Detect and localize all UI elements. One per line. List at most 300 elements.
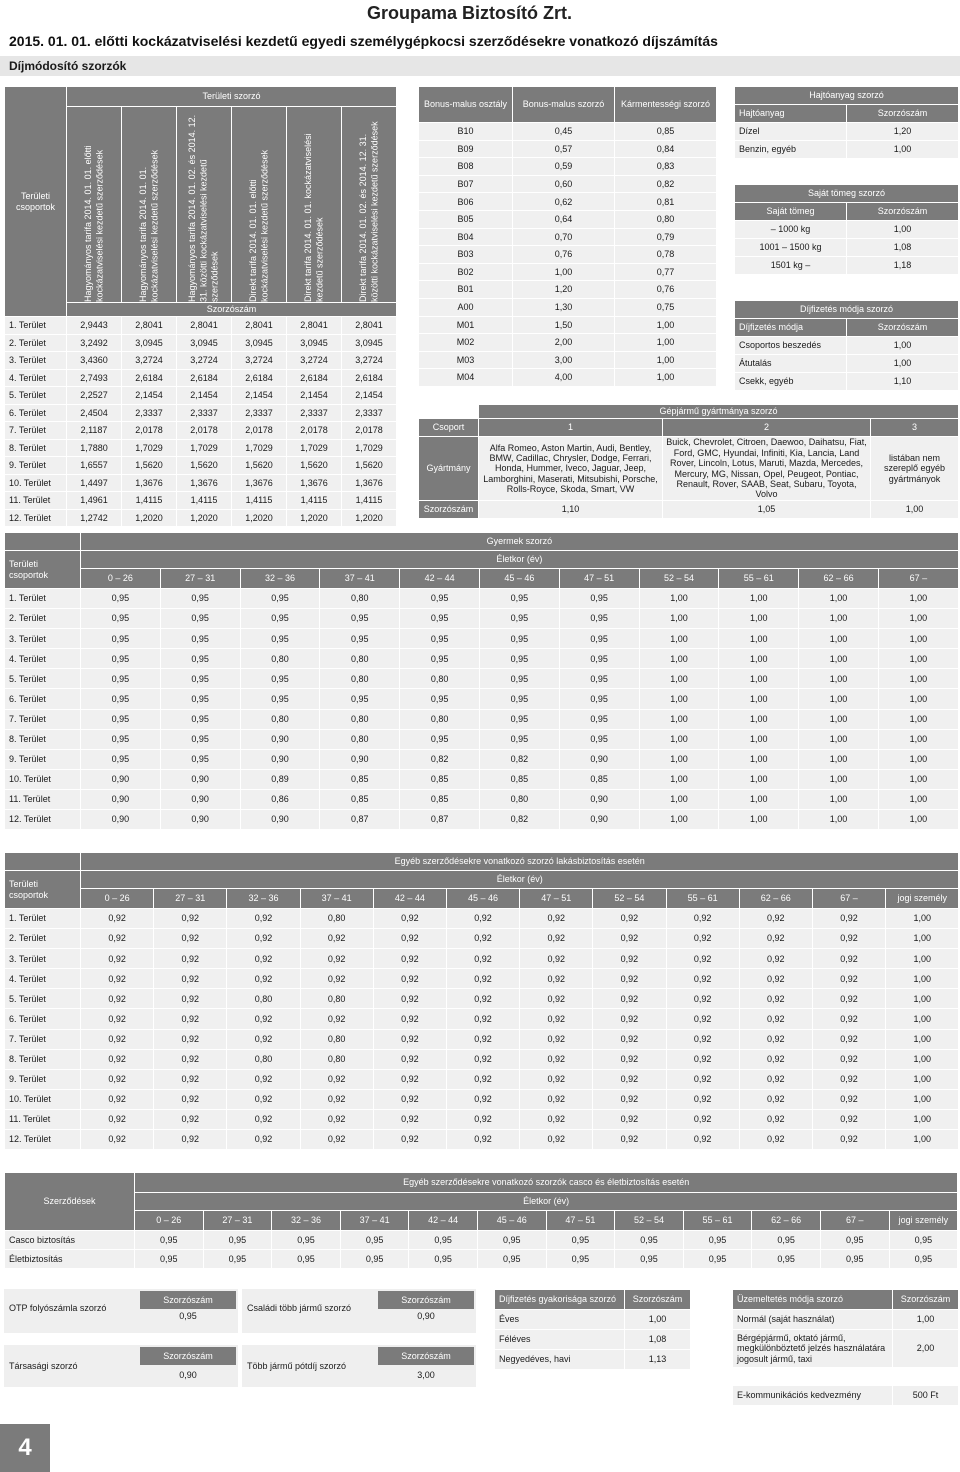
cell-value: 0,92 [593, 929, 666, 949]
cell-value: 0,95 [81, 729, 161, 749]
table-row [419, 158, 717, 176]
cell-value: 0,92 [81, 1130, 154, 1150]
cell-value: 2,1187 [67, 422, 122, 440]
cell-value: 0,95 [889, 1231, 958, 1250]
table-row [5, 609, 959, 629]
age-header: jogi személy [889, 1211, 958, 1231]
cell-value: 0,80 [320, 709, 400, 729]
cell-value: 1,00 [886, 1029, 959, 1049]
row-label: 12. Terület [5, 1130, 81, 1150]
table-row [5, 317, 397, 335]
cell-value: 0,92 [446, 1049, 519, 1069]
age-header: 32 – 36 [240, 569, 320, 589]
row-label: 1. Terület [5, 909, 81, 929]
row-label: B04 [419, 228, 513, 246]
make-value: 1,00 [871, 501, 959, 519]
cell-value: 0,92 [520, 909, 593, 929]
cell-value: 0,80 [615, 210, 717, 228]
cell-value: 1,20 [847, 123, 959, 141]
table-row [5, 334, 397, 352]
cell-value: 3,0945 [122, 334, 177, 352]
cell-value: 0,82 [479, 810, 559, 830]
cell-value: 0,92 [373, 1049, 446, 1069]
cell-value: 0,92 [812, 929, 885, 949]
table-row [5, 769, 959, 789]
cell-value: 0,95 [400, 629, 480, 649]
row-label: Bérgépjármű, oktató jármű, megkülönböztető jelzés használatára jogosult jármű, taxi [733, 1330, 893, 1368]
cell-value: 0,95 [409, 1250, 478, 1269]
table-row [735, 141, 959, 159]
cell-value: 1,00 [799, 649, 879, 669]
cell-value: 1,7029 [122, 439, 177, 457]
cell-value: 0,92 [81, 949, 154, 969]
table-row [5, 989, 959, 1009]
cell-value: 3,2492 [67, 334, 122, 352]
age-header: 55 – 61 [666, 889, 739, 909]
cell-value: 0,90 [320, 749, 400, 769]
cell-value: 0,90 [160, 769, 240, 789]
cell-value: 0,95 [135, 1231, 204, 1250]
table-row [419, 351, 717, 369]
cell-value: 0,95 [479, 649, 559, 669]
cell-value: 0,92 [593, 949, 666, 969]
cell-value: 0,92 [81, 909, 154, 929]
cell-value: 0,92 [81, 1049, 154, 1069]
cell-value: 1,00 [639, 649, 719, 669]
cell-value: 0,79 [615, 228, 717, 246]
row-label: 12. Terület [5, 509, 67, 527]
cell-value: 1,00 [615, 316, 717, 334]
child-header-corner [5, 533, 81, 551]
cell-value: 1,4115 [232, 492, 287, 510]
cell-value: 0,95 [400, 589, 480, 609]
row-label: 1. Terület [5, 317, 67, 335]
table-row [5, 509, 397, 527]
cell-value: 2,8041 [287, 317, 342, 335]
cell-value: 1,00 [886, 1049, 959, 1069]
cell-value: 2,9443 [67, 317, 122, 335]
cell-value: 0,92 [373, 949, 446, 969]
cell-value: 1,00 [719, 749, 799, 769]
cell-value: 2,3337 [287, 404, 342, 422]
usage-header: Szorzószám [893, 1290, 959, 1310]
cell-value: 1,2742 [67, 509, 122, 527]
cell-value: 3,00 [513, 351, 615, 369]
age-header: 55 – 61 [683, 1211, 752, 1231]
cell-value: 1,20 [513, 281, 615, 299]
frequency-header: Szorzószám [625, 1290, 691, 1310]
cell-value: 0,92 [227, 969, 300, 989]
age-header: jogi személy [886, 889, 959, 909]
cell-value: 1,00 [799, 629, 879, 649]
cell-value: 1,00 [639, 629, 719, 649]
cell-value: 0,95 [559, 629, 639, 649]
cell-value: 0,95 [160, 609, 240, 629]
cell-value: 1,00 [639, 729, 719, 749]
table-row [5, 909, 959, 929]
row-label: M02 [419, 334, 513, 352]
row-label: 2. Terület [5, 609, 81, 629]
row-label: 1501 kg – [735, 257, 847, 275]
make-label: Gyártmány [419, 437, 479, 501]
cell-value: 1,3676 [177, 474, 232, 492]
fuel-table [734, 86, 959, 159]
cell-value: 1,00 [799, 729, 879, 749]
cell-value: 0,92 [520, 1109, 593, 1129]
table-row [5, 789, 959, 809]
table-row [5, 810, 959, 830]
cell-value: 1,00 [799, 789, 879, 809]
cell-value: 0,85 [479, 769, 559, 789]
cell-value: 2,6184 [232, 369, 287, 387]
row-label: 8. Terület [5, 439, 67, 457]
fuel-header: Hajtóanyag [735, 105, 847, 123]
cell-value: 1,00 [799, 669, 879, 689]
cell-value: 1,7029 [287, 439, 342, 457]
cell-value: 1,00 [615, 369, 717, 387]
cell-value: 1,00 [615, 334, 717, 352]
cell-value: 1,2020 [177, 509, 232, 527]
table-row [419, 316, 717, 334]
cell-value: 0,92 [739, 1089, 812, 1109]
cell-value: 0,92 [373, 1130, 446, 1150]
cell-value: 0,92 [81, 969, 154, 989]
table-row [5, 369, 397, 387]
cell-value: 0,95 [546, 1250, 615, 1269]
table-row [5, 929, 959, 949]
cell-value: 3,0945 [232, 334, 287, 352]
cell-value: 0,92 [373, 909, 446, 929]
cell-value: 3,4360 [67, 352, 122, 370]
cell-value: 1,00 [639, 810, 719, 830]
cell-value: 0,92 [154, 1130, 227, 1150]
cell-value: 1,00 [893, 1310, 959, 1330]
cell-value: 0,92 [739, 989, 812, 1009]
row-label: Csoportos beszedés [735, 337, 847, 355]
cell-value: 3,2724 [287, 352, 342, 370]
cell-value: 1,00 [639, 709, 719, 729]
cell-value: 0,95 [752, 1250, 821, 1269]
cell-value: 0,92 [666, 929, 739, 949]
cell-value: 0,95 [320, 689, 400, 709]
cell-value: 0,95 [559, 689, 639, 709]
table-row [419, 175, 717, 193]
cell-value: 0,95 [160, 649, 240, 669]
age-header: 45 – 46 [477, 1211, 546, 1231]
cell-value: 0,95 [81, 749, 161, 769]
age-header: 52 – 54 [615, 1211, 684, 1231]
table-row [5, 439, 397, 457]
cell-value: 0,92 [593, 1029, 666, 1049]
age-header: 42 – 44 [373, 889, 446, 909]
cell-value: 0,92 [227, 909, 300, 929]
table-row [5, 1250, 958, 1269]
section-bar [0, 56, 960, 76]
cell-value: 0,95 [340, 1250, 409, 1269]
cell-value: 1,00 [719, 810, 799, 830]
cell-value: 0,92 [227, 1089, 300, 1109]
cell-value: 0,92 [520, 1049, 593, 1069]
cell-value: 2,00 [513, 334, 615, 352]
cell-value: 2,1454 [287, 387, 342, 405]
row-label: M04 [419, 369, 513, 387]
cell-value: 2,3337 [342, 404, 397, 422]
cell-value: 0,92 [666, 1109, 739, 1129]
ecomm-label: E-kommunikációs kedvezmény [733, 1386, 893, 1406]
cell-value: 0,80 [320, 669, 400, 689]
row-label: 7. Terület [5, 1029, 81, 1049]
casco-table [4, 1172, 958, 1269]
cell-value: 1,00 [886, 989, 959, 1009]
cell-value: 0,78 [615, 246, 717, 264]
cell-value: 0,95 [240, 629, 320, 649]
cell-value: 0,92 [593, 1009, 666, 1029]
row-label: Casco biztosítás [5, 1231, 135, 1250]
company-name: Groupama Biztosító Zrt. [366, 3, 572, 23]
cell-value: 0,82 [400, 749, 480, 769]
territorial-col-header: Direkt tarifa 2014. 01. 02. és 2014. 12. 31. közötti kockázatviselési kezdetű szerződések [342, 107, 397, 303]
cell-value: 1,00 [878, 789, 958, 809]
cell-value: 1,2020 [122, 509, 177, 527]
cell-value: 0,92 [739, 949, 812, 969]
age-header: 67 – [812, 889, 885, 909]
cell-value: 0,95 [240, 669, 320, 689]
cell-value: 0,95 [479, 709, 559, 729]
row-label: B02 [419, 263, 513, 281]
page-number: 4 [0, 1424, 50, 1472]
cell-value: 1,00 [719, 689, 799, 709]
cell-value: 0,57 [513, 140, 615, 158]
row-label: Dízel [735, 123, 847, 141]
table-row [735, 355, 959, 373]
row-label: Csekk, egyéb [735, 373, 847, 391]
cell-value: 1,00 [886, 949, 959, 969]
cell-value: 0,95 [479, 629, 559, 649]
home-age-header: Életkor (év) [81, 871, 959, 889]
cell-value: 0,92 [812, 989, 885, 1009]
age-header: 37 – 41 [300, 889, 373, 909]
cell-value: 0,85 [400, 769, 480, 789]
cell-value: 0,92 [81, 929, 154, 949]
table-row [5, 422, 397, 440]
cell-value: 0,92 [666, 989, 739, 1009]
cell-value: 1,3676 [287, 474, 342, 492]
cell-value: 2,4504 [67, 404, 122, 422]
cell-value: 0,95 [272, 1231, 341, 1250]
age-header: 52 – 54 [593, 889, 666, 909]
age-header: 47 – 51 [520, 889, 593, 909]
cell-value: 0,92 [812, 949, 885, 969]
make-group-label: Csoport [419, 419, 479, 437]
cell-value: 0,95 [477, 1250, 546, 1269]
cell-value: 0,92 [739, 1130, 812, 1150]
cell-value: 0,92 [154, 1029, 227, 1049]
cell-value: 1,00 [878, 689, 958, 709]
cell-value: 2,0178 [287, 422, 342, 440]
age-header: 62 – 66 [739, 889, 812, 909]
multi-mult-header: Szorzószám [378, 1347, 474, 1365]
cell-value: 0,80 [300, 1029, 373, 1049]
home-header-corner [5, 853, 81, 871]
cell-value: 0,89 [240, 769, 320, 789]
table-row [5, 1109, 959, 1129]
cell-value: 0,92 [812, 1009, 885, 1029]
cell-value: 0,62 [513, 193, 615, 211]
row-label: 4. Terület [5, 369, 67, 387]
table-row [5, 709, 959, 729]
row-label: 3. Terület [5, 352, 67, 370]
cell-value: 0,92 [373, 969, 446, 989]
cell-value: 0,95 [477, 1231, 546, 1250]
otp-mult-header: Szorzószám [140, 1291, 236, 1309]
payment-header: Díjfizetés módja [735, 319, 847, 337]
cell-value: 2,1454 [177, 387, 232, 405]
section-title: Díjmódosító szorzók [9, 59, 127, 73]
cell-value: 0,95 [479, 669, 559, 689]
cell-value: 0,92 [739, 1029, 812, 1049]
cell-value: 0,92 [666, 969, 739, 989]
cell-value: 0,95 [160, 749, 240, 769]
cell-value: 0,92 [446, 1029, 519, 1049]
cell-value: 0,95 [160, 669, 240, 689]
age-header: 47 – 51 [546, 1211, 615, 1231]
child-age-header: Életkor (év) [81, 551, 959, 569]
cell-value: 0,45 [513, 123, 615, 141]
cell-value: 0,92 [666, 1009, 739, 1029]
row-label: 5. Terület [5, 669, 81, 689]
territorial-col-header: Hagyományos tarifa 2014. 01. 01. kockázatviselési kezdetű szerződések [122, 107, 177, 303]
table-row [735, 257, 959, 275]
cell-value: 0,95 [160, 729, 240, 749]
fuel-header: Szorzószám [847, 105, 959, 123]
cell-value: 1,00 [847, 337, 959, 355]
frequency-title: Díjfizetés gyakorisága szorzó [495, 1290, 625, 1310]
cell-value: 0,95 [559, 709, 639, 729]
cell-value: 0,95 [559, 729, 639, 749]
cell-value: 0,92 [373, 1109, 446, 1129]
cell-value: 1,4115 [342, 492, 397, 510]
cell-value: 0,90 [160, 810, 240, 830]
cell-value: 1,00 [799, 689, 879, 709]
company-label: Társasági szorzó [9, 1361, 78, 1371]
cell-value: 0,95 [160, 689, 240, 709]
cell-value: 0,95 [320, 609, 400, 629]
make-group-number: 3 [871, 419, 959, 437]
cell-value: 0,64 [513, 210, 615, 228]
company-value: 0,90 [179, 1370, 197, 1380]
cell-value: 0,95 [559, 669, 639, 689]
cell-value: 0,90 [81, 789, 161, 809]
family-label: Családi több jármű szorzó [247, 1303, 352, 1313]
otp-value: 0,95 [179, 1311, 197, 1321]
row-label: 1. Terület [5, 589, 81, 609]
cell-value: 0,95 [479, 609, 559, 629]
ecomm-value: 500 Ft [893, 1386, 959, 1406]
cell-value: 0,80 [240, 709, 320, 729]
cell-value: 0,95 [615, 1231, 684, 1250]
table-row [735, 239, 959, 257]
cell-value: 0,95 [400, 649, 480, 669]
table-row [419, 298, 717, 316]
cell-value: 2,1454 [232, 387, 287, 405]
cell-value: 0,92 [446, 1069, 519, 1089]
table-row [5, 1069, 959, 1089]
cell-value: 2,8041 [232, 317, 287, 335]
cell-value: 0,92 [520, 1069, 593, 1089]
cell-value: 0,92 [520, 929, 593, 949]
cell-value: 0,92 [300, 1009, 373, 1029]
cell-value: 0,95 [240, 689, 320, 709]
cell-value: 1,6557 [67, 457, 122, 475]
table-row [5, 387, 397, 405]
cell-value: 1,5620 [287, 457, 342, 475]
frequency-table [494, 1289, 691, 1370]
cell-value: 2,1454 [342, 387, 397, 405]
cell-value: 1,00 [878, 729, 958, 749]
cell-value: 0,92 [666, 1029, 739, 1049]
cell-value: 1,3676 [232, 474, 287, 492]
cell-value: 1,5620 [177, 457, 232, 475]
cell-value: 0,95 [889, 1250, 958, 1269]
cell-value: 2,3337 [122, 404, 177, 422]
cell-value: 0,92 [520, 1009, 593, 1029]
row-label: 3. Terület [5, 629, 81, 649]
cell-value: 0,92 [446, 969, 519, 989]
cell-value: 0,95 [479, 689, 559, 709]
territorial-title: Területi szorzó [67, 87, 397, 107]
row-label: M01 [419, 316, 513, 334]
row-label: M03 [419, 351, 513, 369]
cell-value: 0,92 [373, 989, 446, 1009]
cell-value: 1,4497 [67, 474, 122, 492]
territorial-col-header: Hagyományos tarifa 2014. 01. 02. és 2014. 12. 31. közötti kockázatviselési kezdetű szerződések [177, 107, 232, 303]
table-row [5, 1130, 959, 1150]
cell-value: 0,95 [81, 629, 161, 649]
cell-value: 0,95 [400, 729, 480, 749]
cell-value: 1,18 [847, 257, 959, 275]
cell-value: 2,8041 [177, 317, 232, 335]
cell-value: 0,95 [820, 1250, 889, 1269]
cell-value: 0,80 [400, 669, 480, 689]
cell-value: 1,00 [886, 1130, 959, 1150]
cell-value: 0,95 [546, 1231, 615, 1250]
cell-value: 0,81 [615, 193, 717, 211]
cell-value: 2,3337 [177, 404, 232, 422]
table-row [5, 1049, 959, 1069]
table-row [5, 352, 397, 370]
cell-value: 0,92 [154, 1009, 227, 1029]
cell-value: 3,0945 [287, 334, 342, 352]
row-label: Átutalás [735, 355, 847, 373]
cell-value: 1,00 [878, 609, 958, 629]
cell-value: 0,75 [615, 298, 717, 316]
cell-value: 1,00 [847, 355, 959, 373]
cell-value: 0,92 [593, 1089, 666, 1109]
cell-value: 1,08 [625, 1330, 691, 1350]
row-label: 2. Terület [5, 929, 81, 949]
payment-header: Szorzószám [847, 319, 959, 337]
bonus-malus-table [418, 86, 717, 387]
cell-value: 0,90 [81, 810, 161, 830]
payment-title: Díjfizetés módja szorzó [735, 301, 959, 319]
row-label: 11. Terület [5, 1109, 81, 1129]
cell-value: 0,95 [160, 709, 240, 729]
cell-value: 1,3676 [342, 474, 397, 492]
age-header: 37 – 41 [320, 569, 400, 589]
table-row [5, 474, 397, 492]
cell-value: 1,2020 [287, 509, 342, 527]
cell-value: 1,08 [847, 239, 959, 257]
